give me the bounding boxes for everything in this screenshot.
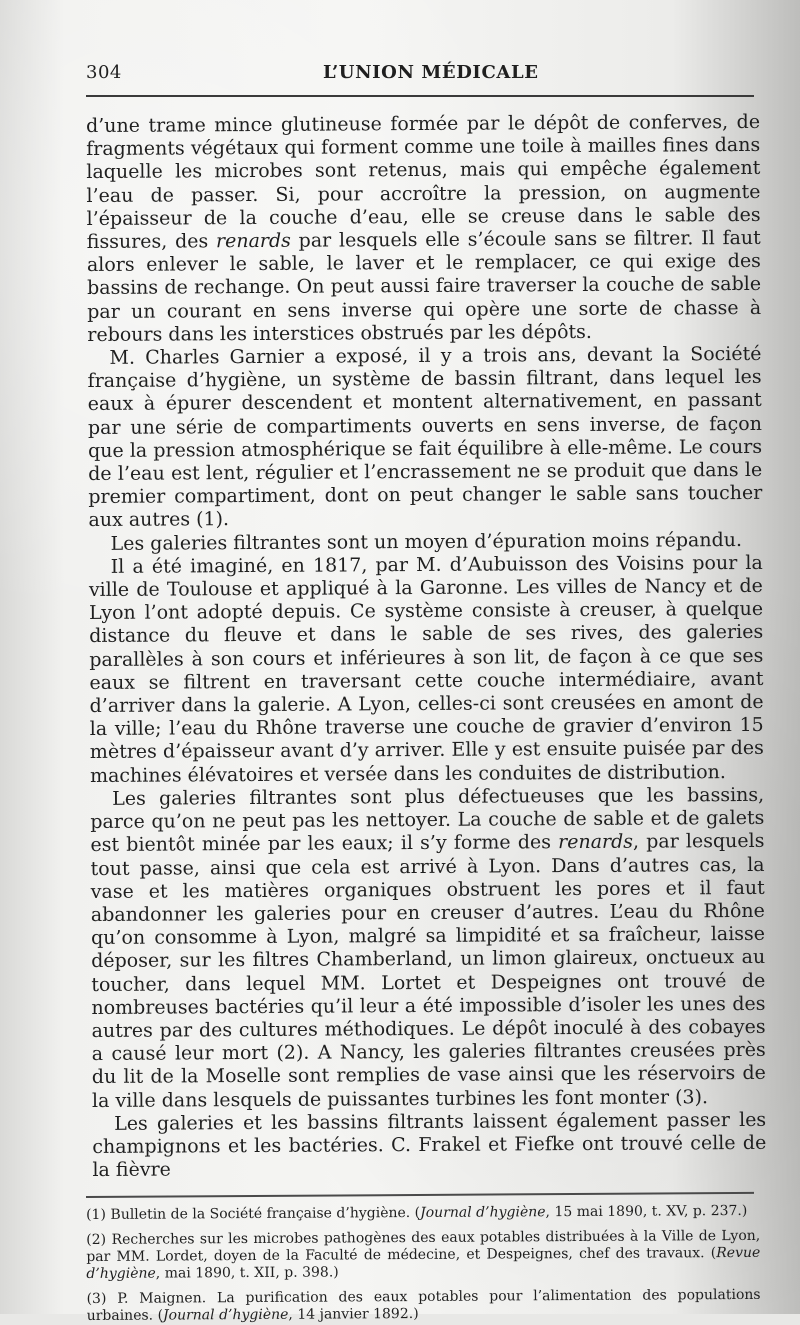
footnote-1-start: Bulletin de la Société française d’hygiène. ( xyxy=(110,1205,421,1224)
paragraph-2: M. Charles Garnier a exposé, il y a trois ans, devant la Société française d’hygiène, un système de bassin filtrant, dans lequel les eaux à épurer descendent et montent alternativement, en passant par une série de compartiments ouverts en sens inverse, de façon que la pression atmosphérique se fait équilibre à elle-même. Le cours de l’eau est lent, régulier et l’encrassement ne se produit que dans le premier compartiment, dont on peut changer le sable sans toucher aux autres (1). xyxy=(87,342,763,532)
page-header xyxy=(86,62,760,86)
page-number: 304 xyxy=(86,62,122,83)
main-text xyxy=(86,111,767,1182)
footnote-1-text xyxy=(110,1203,747,1223)
footnotes xyxy=(86,1203,761,1325)
paragraph-5-end: , par lesquels tout passe, ainsi que cela est arrivé à Lyon. Dans d’autres cas, la vase et les matières organiques obstruent les pores et il faut abandonner les galeries pour en creuser d’autres. L’eau du Rhône qu’on consomme à Lyon, malgré sa limpidité et sa fraîcheur, laisse déposer, sur les filtres Chamberland, un limon glaireux, onctueux au toucher, dans lequel MM. Lortet et Despeignes ont trouvé de nombreuses bactéries qu’il leur a été impossible d’isoler les unes des autres par des cultures méthodiques. Le dépôt inoculé à des cobayes a causé leur mort (2). A Nancy, les galeries filtrantes creusées près du lit de la Moselle sont remplies de vase ainsi que les réservoirs de la ville dans lesquels de puissantes turbines les font monter (3). xyxy=(90,830,766,1112)
italic-renards-1: renards xyxy=(215,229,291,253)
paragraph-1 xyxy=(86,111,761,347)
italic-renards-2: renards xyxy=(558,830,634,854)
footnote-rule xyxy=(86,1192,754,1198)
header-rule xyxy=(86,95,754,97)
footnote-3-end: , 14 janvier 1892.) xyxy=(288,1306,419,1324)
footnote-3-journal: Journal d’hygiène xyxy=(162,1307,289,1324)
footnote-1 xyxy=(86,1203,760,1224)
paragraph-6: Les galeries et les bassins filtrants laissent également passer les champignons et les bactéries. C. Frakel et Fiefke ont trouvé celle de la fièvre xyxy=(92,1108,767,1182)
paragraph-5-start: Les galeries filtrantes sont plus défectueuses que les bassins, parce qu’on ne peut pas les nettoyer. La couche de sable et de galets est bientôt minée par les eaux; il s’y forme des xyxy=(90,783,765,857)
footnote-2-journal: Revue d’hygiène xyxy=(86,1245,761,1283)
footnote-1-end: , 15 mai 1890, t. XV, p. 237.) xyxy=(545,1203,748,1221)
paragraph-1-end: par lesquels elle s’écoule sans se filtrer. Il faut alors enlever le sable, le laver et le remplacer, ce qui exige des bassins de rechange. On peut aussi faire traverser la couche de sable par un courant en sens inverse qui opère une sorte de chasse à rebours dans les interstices obstrués par les dépôts. xyxy=(86,226,762,346)
running-title: L’UNION MÉDICALE xyxy=(323,62,539,83)
paragraph-3: Les galeries filtrantes sont un moyen d’épuration moins répandu. xyxy=(110,528,743,555)
footnote-2-end: , mai 1890, t. XII, p. 398.) xyxy=(155,1264,339,1282)
footnote-2-text xyxy=(86,1228,760,1282)
footnote-1-number: (1) xyxy=(86,1207,106,1224)
footnote-3-text xyxy=(87,1287,761,1324)
footnote-1-journal: Journal d’hygiène xyxy=(420,1204,546,1222)
footnote-2 xyxy=(86,1228,760,1283)
paragraph-5 xyxy=(90,784,766,1113)
footnote-3-number: (3) xyxy=(86,1291,107,1308)
footnote-2-number: (2) xyxy=(86,1232,107,1249)
paragraph-4: Il a été imaginé, en 1817, par M. d’Aubuisson des Voisins pour la ville de Toulouse et appliqué à la Garonne. Les villes de Nancy et de Lyon l’ont adopté depuis. Ce système consiste à creuser, à quelque distance du fleuve et dans le sable de ses rives, des galeries parallèles à son cours et inférieures à son lit, de façon à ce que ses eaux se filtrent en traversant cette couche intermédiaire, avant d’arriver dans la galerie. A Lyon, celles-ci sont creusées en amont de la ville; l’eau du Rhône traverse une couche de gravier d’environ 15 mètres d’épaisseur avant d’y arriver. Elle y est ensuite puisée par des machines élévatoires et versée dans les conduites de distribution. xyxy=(88,551,764,787)
footnote-3-start: P. Maignen. La purification des eaux potables pour l’alimentation des populations urbaines. ( xyxy=(86,1287,761,1325)
footnote-3 xyxy=(87,1287,761,1325)
footnote-2-start: Recherches sur les microbes pathogènes des eaux potables distribuées à la Ville de Lyon, par MM. Lordet, doyen de la Faculté de médecine, et Despeignes, chef des travaux. ( xyxy=(86,1228,761,1266)
paragraph-1-start: d’une trame mince glutineuse formée par le dépôt de conferves, de fragments végétaux qui forment comme une toile à mailles fines dans laquelle les microbes sont retenus, mais qui empêche également l’eau de passer. Si, pour accroître la pression, on augmente l’épaisseur de la couche d’eau, elle se creuse dans le sable des fissures, des xyxy=(86,110,761,254)
